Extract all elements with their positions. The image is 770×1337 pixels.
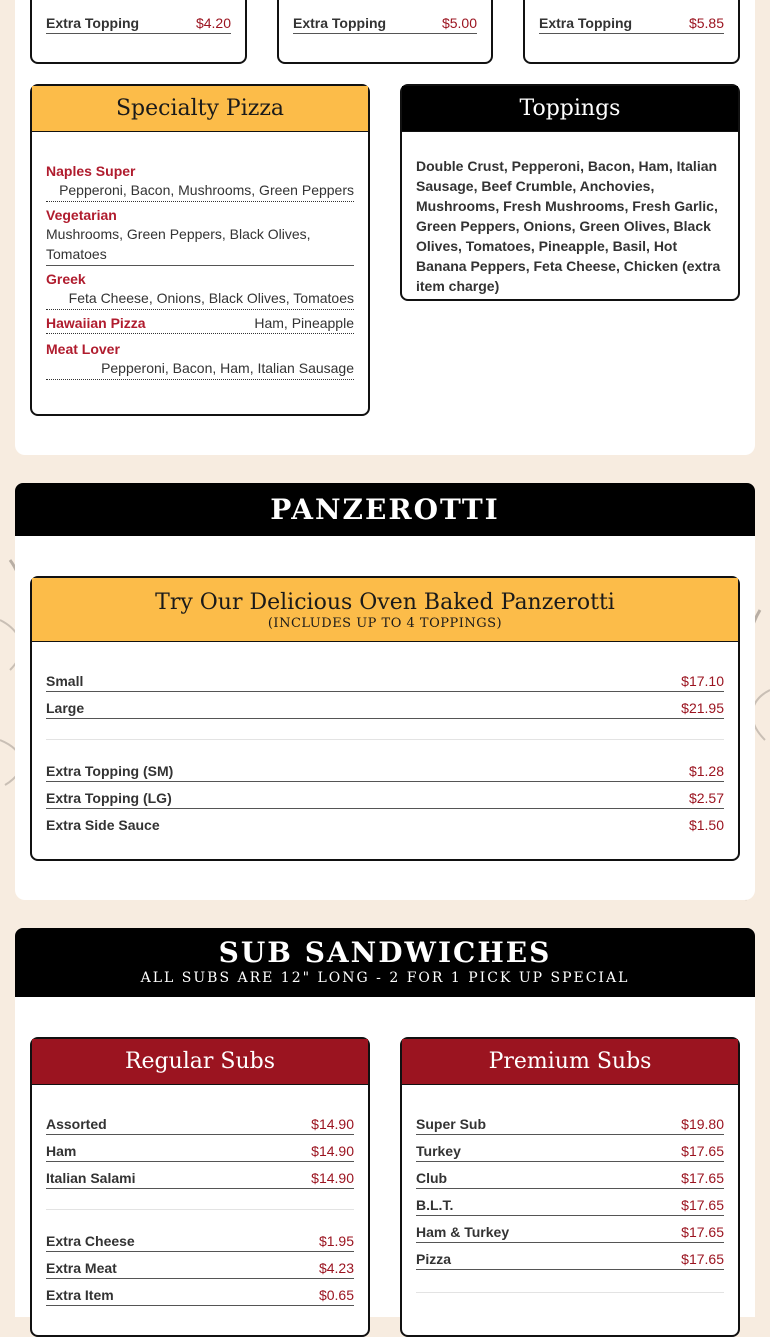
panzerotti-card-header bbox=[32, 578, 738, 642]
specialty-desc: Pepperoni, Bacon, Mushrooms, Green Peppers bbox=[46, 180, 354, 202]
sub-row bbox=[46, 1115, 354, 1135]
item-name: B.L.T. bbox=[416, 1197, 454, 1213]
item-name: Turkey bbox=[416, 1143, 461, 1159]
item-price: $14.90 bbox=[311, 1170, 354, 1186]
item-name: Club bbox=[416, 1170, 448, 1186]
item-name: Extra Topping bbox=[293, 15, 387, 31]
subs-title: SUB SANDWICHES bbox=[218, 936, 552, 969]
panzerotti-extra-row bbox=[46, 762, 724, 782]
premium-subs-title: Premium Subs bbox=[402, 1039, 738, 1085]
item-price: $19.80 bbox=[681, 1116, 724, 1132]
item-name: Super Sub bbox=[416, 1116, 487, 1132]
item-name: Ham bbox=[46, 1143, 77, 1159]
item-price: $21.95 bbox=[681, 700, 724, 716]
specialty-name: Vegetarian bbox=[46, 207, 117, 223]
regular-subs-card bbox=[30, 1037, 370, 1337]
item-name: Extra Item bbox=[46, 1287, 114, 1303]
pizza-price-card-3 bbox=[523, 0, 740, 64]
specialty-pizza-card bbox=[30, 84, 370, 416]
sub-extra-row bbox=[46, 1286, 354, 1306]
item-name: Large bbox=[46, 700, 85, 716]
sub-row bbox=[416, 1250, 724, 1270]
specialty-row-hawaiian bbox=[46, 314, 354, 334]
item-price: $4.23 bbox=[318, 1260, 354, 1276]
divider bbox=[46, 739, 724, 740]
panzerotti-title: PANZEROTTI bbox=[270, 493, 500, 526]
panzerotti-card-subtitle: (INCLUDES UP TO 4 TOPPINGS) bbox=[267, 616, 503, 631]
toppings-title: Toppings bbox=[402, 86, 738, 132]
item-price: $1.95 bbox=[318, 1233, 354, 1249]
sub-row bbox=[416, 1196, 724, 1216]
specialty-name: Meat Lover bbox=[46, 341, 120, 357]
sub-row bbox=[416, 1223, 724, 1243]
extra-topping-row bbox=[293, 14, 477, 34]
item-name: Extra Topping bbox=[539, 15, 633, 31]
item-name: Extra Topping (SM) bbox=[46, 763, 174, 779]
panzerotti-size-row bbox=[46, 699, 724, 719]
specialty-name: Greek bbox=[46, 271, 86, 287]
item-price: $1.50 bbox=[688, 817, 724, 833]
item-name: Extra Cheese bbox=[46, 1233, 135, 1249]
item-price: $17.65 bbox=[681, 1197, 724, 1213]
panzerotti-extra-row bbox=[46, 789, 724, 809]
panzerotti-card bbox=[30, 576, 740, 861]
subs-subtitle: ALL SUBS ARE 12" LONG - 2 FOR 1 PICK UP SPECIAL bbox=[140, 970, 630, 986]
item-name: Extra Meat bbox=[46, 1260, 117, 1276]
pizza-price-card-1 bbox=[30, 0, 247, 64]
panzerotti-extra-row bbox=[46, 816, 724, 835]
item-name: Extra Topping bbox=[46, 15, 140, 31]
item-price: $4.20 bbox=[195, 15, 231, 31]
item-name: Extra Side Sauce bbox=[46, 817, 160, 833]
specialty-name: Naples Super bbox=[46, 163, 136, 179]
specialty-pizza-title: Specialty Pizza bbox=[32, 86, 368, 132]
item-price: $17.65 bbox=[681, 1224, 724, 1240]
item-price: $14.90 bbox=[311, 1143, 354, 1159]
extra-topping-row bbox=[46, 14, 231, 34]
specialty-desc: Mushrooms, Green Peppers, Black Olives, Tomatoes bbox=[46, 224, 354, 266]
item-price: $17.65 bbox=[681, 1170, 724, 1186]
subs-header bbox=[15, 928, 755, 997]
pizza-price-card-2 bbox=[277, 0, 493, 64]
item-name: Italian Salami bbox=[46, 1170, 136, 1186]
item-price: $0.65 bbox=[318, 1287, 354, 1303]
regular-subs-title: Regular Subs bbox=[32, 1039, 368, 1085]
specialty-desc: Ham, Pineapple bbox=[254, 315, 354, 331]
item-price: $14.90 bbox=[311, 1116, 354, 1132]
premium-subs-card bbox=[400, 1037, 740, 1337]
specialty-desc: Feta Cheese, Onions, Black Olives, Tomatoes bbox=[46, 288, 354, 310]
toppings-list: Double Crust, Pepperoni, Bacon, Ham, Italian Sausage, Beef Crumble, Anchovies, Mushrooms, Fresh Mushrooms, Fresh Garlic, Green Peppers, Onions, Green Olives, Black Olives, Tomatoes, Pineapple, Basil, Hot Banana Peppers, Feta Cheese, Chicken (extra item charge) bbox=[416, 158, 721, 294]
toppings-card bbox=[400, 84, 740, 301]
sub-extra-row bbox=[46, 1259, 354, 1279]
sub-extra-row bbox=[46, 1232, 354, 1252]
item-price: $1.28 bbox=[688, 763, 724, 779]
item-name: Pizza bbox=[416, 1251, 452, 1267]
item-price: $5.00 bbox=[441, 15, 477, 31]
panzerotti-size-row bbox=[46, 672, 724, 692]
sub-row bbox=[46, 1142, 354, 1162]
item-name: Small bbox=[46, 673, 84, 689]
item-name: Extra Topping (LG) bbox=[46, 790, 172, 806]
specialty-desc: Pepperoni, Bacon, Ham, Italian Sausage bbox=[46, 358, 354, 380]
item-price: $5.85 bbox=[688, 15, 724, 31]
specialty-name: Hawaiian Pizza bbox=[46, 315, 146, 331]
panzerotti-card-title: Try Our Delicious Oven Baked Panzerotti bbox=[155, 590, 615, 615]
sub-row bbox=[46, 1169, 354, 1189]
extra-topping-row bbox=[539, 14, 724, 34]
sub-row bbox=[416, 1115, 724, 1135]
item-price: $17.65 bbox=[681, 1143, 724, 1159]
item-price: $2.57 bbox=[688, 790, 724, 806]
divider bbox=[416, 1292, 724, 1293]
panzerotti-header bbox=[15, 483, 755, 536]
divider bbox=[46, 1209, 354, 1210]
item-price: $17.10 bbox=[681, 673, 724, 689]
item-name: Ham & Turkey bbox=[416, 1224, 510, 1240]
item-name: Assorted bbox=[46, 1116, 107, 1132]
sub-row bbox=[416, 1169, 724, 1189]
item-price: $17.65 bbox=[681, 1251, 724, 1267]
sub-row bbox=[416, 1142, 724, 1162]
